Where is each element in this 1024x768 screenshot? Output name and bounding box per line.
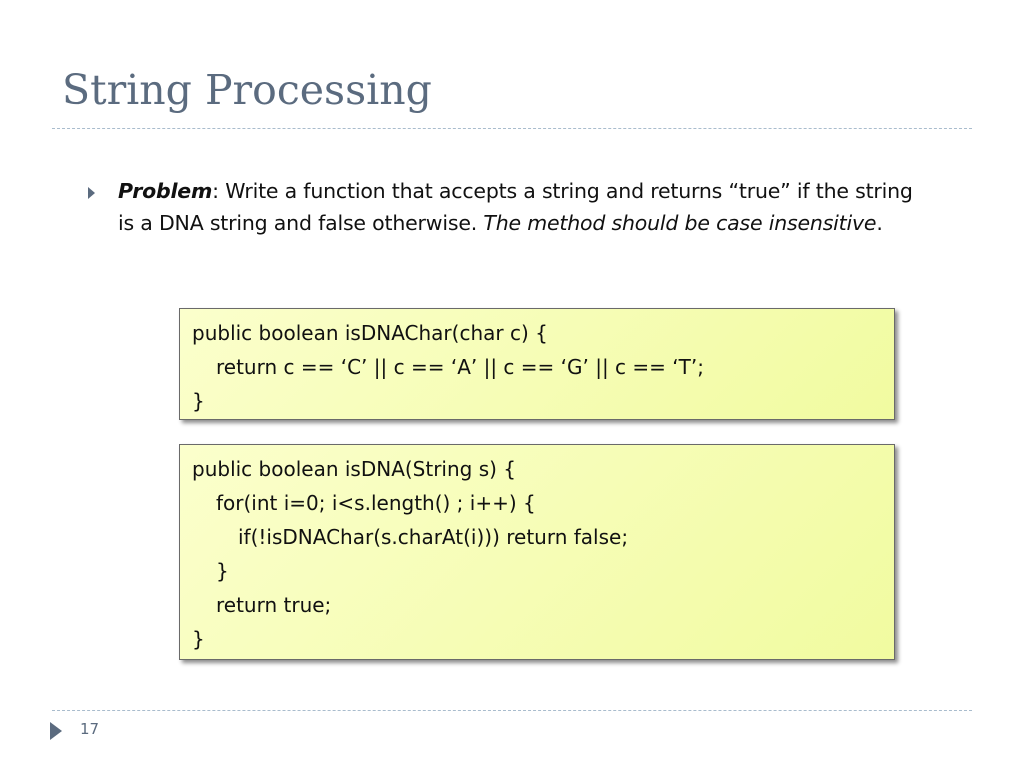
code-line: public boolean isDNA(String s) { [192, 457, 517, 481]
code-line: } [216, 559, 229, 583]
bullet-text [118, 176, 918, 239]
title-divider [52, 128, 972, 129]
problem-italic-note: The method should be case insensitive [483, 210, 877, 235]
problem-description: Write a function that accepts a string and returns “true” if the string is a DNA string and false otherwise. [118, 179, 913, 235]
problem-period: . [876, 210, 883, 235]
code-line: return true; [216, 593, 332, 617]
footer-divider [52, 710, 972, 711]
problem-colon: : [212, 179, 219, 203]
page-number: 17 [80, 720, 100, 738]
bullet-triangle-icon [88, 187, 95, 199]
code-line: public boolean isDNAChar(char c) { [192, 321, 548, 345]
code-line: for(int i=0; i<s.length() ; i++) { [216, 491, 536, 515]
code-line: } [192, 627, 205, 651]
bullet-item [88, 176, 918, 239]
problem-label: Problem [118, 179, 213, 203]
code-block-isdnachar [179, 308, 895, 420]
code-block-isdna [179, 444, 895, 660]
code-line: } [192, 389, 205, 413]
code-line: if(!isDNAChar(s.charAt(i))) return false; [238, 525, 629, 549]
code-line: return c == ‘C’ || c == ‘A’ || c == ‘G’ || c == ‘T’; [216, 355, 704, 379]
slide-title: String Processing [62, 66, 432, 114]
page-triangle-icon [50, 722, 62, 740]
